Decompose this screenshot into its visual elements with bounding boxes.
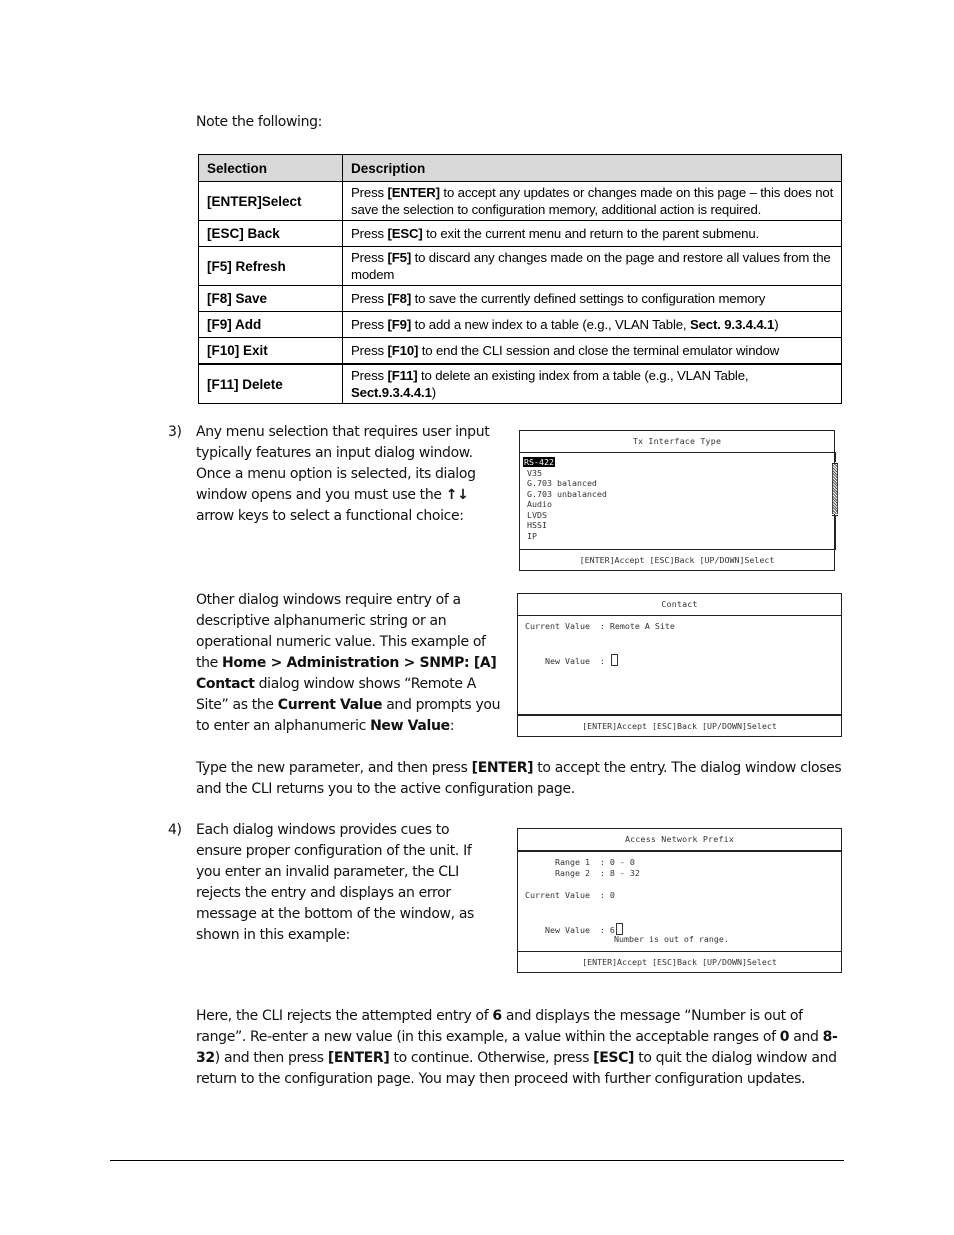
dialog-footer-hints: [ENTER]Accept [ESC]Back [UP/DOWN]Select: [518, 951, 841, 972]
option-hssi[interactable]: HSSI: [527, 520, 547, 530]
range-1-line: Range 1 : 0 - 0: [525, 857, 635, 867]
dialog-title: Tx Interface Type: [520, 431, 834, 453]
contact-dialog: [517, 593, 842, 737]
column-header-description: Description: [343, 155, 842, 182]
description-cell: Press [F10] to end the CLI session and close the terminal emulator window: [343, 338, 842, 365]
intro-text: Note the following:: [196, 114, 323, 130]
current-value-line: Current Value : 0: [525, 890, 615, 900]
table-row: [199, 312, 842, 338]
dialog-footer-hints: [ENTER]Accept [ESC]Back [UP/DOWN]Select: [520, 549, 834, 570]
table-row: [199, 286, 842, 312]
selection-cell: [F10] Exit: [199, 338, 343, 365]
description-cell: Press [ESC] to exit the current menu and return to the parent submenu.: [343, 221, 842, 247]
selection-cell: [ENTER]Select: [199, 182, 343, 221]
range-2-line: Range 2 : 8 - 32: [525, 868, 640, 878]
description-cell: Press [F5] to discard any changes made on the page and restore all values from the modem: [343, 247, 842, 286]
option-g703-unbalanced[interactable]: G.703 unbalanced: [527, 489, 607, 499]
column-header-selection: Selection: [199, 155, 343, 182]
description-cell: Press [F11] to delete an existing index from a table (e.g., VLAN Table, Sect.9.3.4.4.1): [343, 364, 842, 404]
option-ip[interactable]: IP: [527, 531, 537, 541]
option-rs422[interactable]: RS-422: [524, 457, 554, 467]
dialog-title: Contact: [518, 594, 841, 616]
option-v35[interactable]: V35: [527, 468, 542, 478]
step-4-number: 4): [168, 822, 182, 838]
table-row: [199, 182, 842, 221]
selection-cell: [F9] Add: [199, 312, 343, 338]
table-row: [199, 221, 842, 247]
scrollbar-thumb[interactable]: [832, 464, 838, 514]
selection-cell: [F8] Save: [199, 286, 343, 312]
step-3-paragraph-1: Any menu selection that requires user input typically features an input dialog window. Once a menu option is selected, its dialog window opens and you must use the ↑↓ arrow keys to select a functional choice:: [196, 424, 490, 524]
table-header-row: [199, 155, 842, 182]
description-cell: Press [F8] to save the currently defined settings to configuration memory: [343, 286, 842, 312]
current-value-line: Current Value : Remote A Site: [525, 621, 675, 631]
table-row: [199, 338, 842, 365]
error-message: Number is out of range.: [614, 934, 729, 944]
option-g703-balanced[interactable]: G.703 balanced: [527, 478, 597, 488]
step-3-number: 3): [168, 424, 182, 440]
selection-cell: [ESC] Back: [199, 221, 343, 247]
option-lvds[interactable]: LVDS: [527, 510, 547, 520]
step-4-paragraph-2: Here, the CLI rejects the attempted entry of 6 and displays the message “Number is out of range”. Re-enter a new value (in this example, a value within the acceptable ranges of 0 and 8-32) and then press [ENTER] to continue. Otherwise, press [ESC] to quit the dialog window and return to the configuration page. You may then proceed with further configuration updates.: [196, 1008, 838, 1087]
description-cell: Press [ENTER] to accept any updates or changes made on this page – this does not save the selection to configuration memory, additional action is required.: [343, 182, 842, 221]
new-value-field[interactable]: New Value : 6: [525, 923, 623, 935]
step-4-paragraph-1: Each dialog windows provides cues to ensure proper configuration of the unit. If you enter an invalid parameter, the CLI rejects the entry and displays an error message at the bottom of the window, as shown in this example:: [196, 822, 475, 943]
table-row: [199, 247, 842, 286]
page-footer-rule: [110, 1160, 844, 1161]
dialog-footer-hints: [ENTER]Accept [ESC]Back [UP/DOWN]Select: [518, 714, 841, 736]
step-3-paragraph-2: Other dialog windows require entry of a descriptive alphanumeric string or an operational numeric value. This example of the Home > Administration > SNMP: [A] Contact dialog window shows “Remote A Site” as the Current Value and prompts you to enter an alphanumeric New Value:: [196, 592, 501, 734]
new-value-field[interactable]: New Value :: [525, 654, 618, 666]
step-3-paragraph-3: Type the new parameter, and then press [ENTER] to accept the entry. The dialog window closes and the CLI returns you to the active configuration page.: [196, 760, 842, 797]
description-cell: Press [F9] to add a new index to a table (e.g., VLAN Table, Sect. 9.3.4.4.1): [343, 312, 842, 338]
tx-interface-type-dialog: [519, 430, 835, 571]
text-cursor: [611, 654, 618, 666]
selection-cell: [F5] Refresh: [199, 247, 343, 286]
key-function-table: [198, 154, 842, 404]
access-network-prefix-dialog: [517, 828, 842, 973]
dialog-title: Access Network Prefix: [518, 829, 841, 852]
up-down-arrows-icon: ↑↓: [445, 487, 469, 503]
option-audio[interactable]: Audio: [527, 499, 552, 509]
options-scrollbar[interactable]: [832, 452, 838, 550]
table-row: [199, 364, 842, 404]
selection-cell: [F11] Delete: [199, 364, 343, 404]
